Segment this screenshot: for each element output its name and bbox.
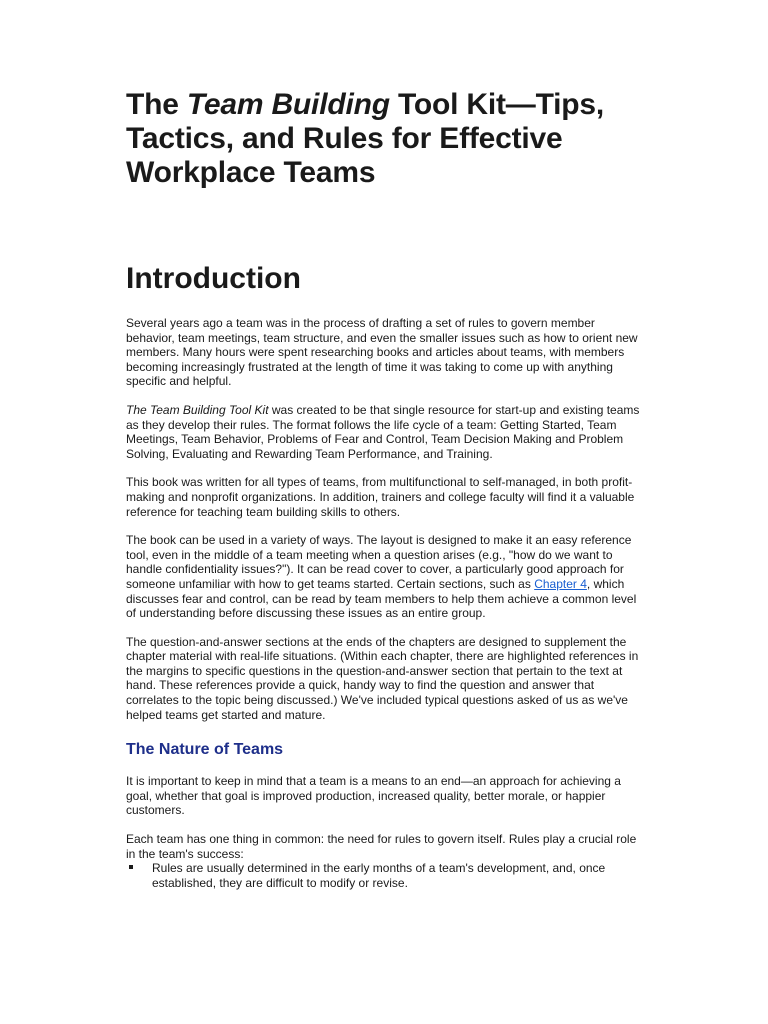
bullet-item bbox=[126, 861, 646, 890]
intro-paragraph-3: This book was written for all types of teams, from multifunctional to self-managed, in both profit-making and nonprofit organizations. In addition, trainers and college faculty will find it a valuable reference for teaching team building skills to others. bbox=[126, 475, 635, 519]
title-suffix: Tool Kit—Tips, Tactics, and Rules for Effective Workplace Teams bbox=[126, 88, 605, 189]
intro-paragraph-1: Several years ago a team was in the process of drafting a set of rules to govern member behavior, team meetings, team structure, and even the smaller issues such as how to orient new members. Many hours were spent researching books and articles about teams, with members becoming increasingly frustrated at the length of time it was taking to come up with anything specific and helpful. bbox=[126, 316, 638, 389]
nature-paragraph-2: Each team has one thing in common: the need for rules to govern itself. Rules play a crucial role in the team's success: bbox=[126, 832, 637, 861]
title-prefix: The bbox=[126, 88, 187, 121]
rules-bullet-list bbox=[126, 861, 646, 890]
nature-of-teams-heading: The Nature of Teams bbox=[126, 741, 284, 759]
document-title bbox=[126, 88, 646, 190]
bullet-item-text: Rules are usually determined in the early months of a team's development, and, once established, they are difficult to modify or revise. bbox=[152, 861, 606, 890]
nature-paragraph-1: It is important to keep in mind that a team is a means to an end—an approach for achieving a goal, whether that goal is improved production, increased quality, better morale, or happier customers. bbox=[126, 774, 621, 818]
intro-paragraph-4 bbox=[126, 533, 646, 621]
chapter-4-link[interactable]: Chapter 4 bbox=[534, 576, 587, 591]
title-italic: Team Building bbox=[186, 88, 390, 121]
book-title-italic: The Team Building Tool Kit bbox=[126, 402, 269, 417]
document-page bbox=[126, 88, 646, 890]
intro-paragraph-4-end: , which discusses fear and control, can be read by team members to help them achieve a common level of understanding before discussing these issues as an entire group. bbox=[126, 576, 637, 621]
square-bullet-icon bbox=[129, 865, 133, 869]
intro-paragraph-2 bbox=[126, 403, 646, 461]
intro-paragraph-5: The question-and-answer sections at the ends of the chapters are designed to supplement the chapter material with real-life situations. (Within each chapter, there are highlighted references in the margins to specific questions in the question-and-answer section that pertain to the text at hand. These references provide a quick, handy way to find the question and answer that correlates to the topic being discussed.) We've included typical questions asked of us as we've helped teams get started and mature. bbox=[126, 634, 639, 722]
introduction-heading: Introduction bbox=[126, 262, 301, 295]
intro-paragraph-2-text: was created to be that single resource for start-up and existing teams as they develop their rules. The format follows the life cycle of a team: Getting Started, Team Meetings, Team Behavior, Problems of Fear and Control, Team Decision Making and Problem Solving, Evaluating and Rewarding Team Performance, and Training. bbox=[126, 402, 640, 461]
intro-paragraph-4-start: The book can be used in a variety of ways. The layout is designed to make it an easy reference tool, even in the middle of a team meeting when a question arises (e.g., "how do we want to handle confidentiality issues?"). It can be read cover to cover, a particularly good approach for someone unfamiliar with how to get teams started. Certain sections, such as bbox=[126, 533, 632, 591]
